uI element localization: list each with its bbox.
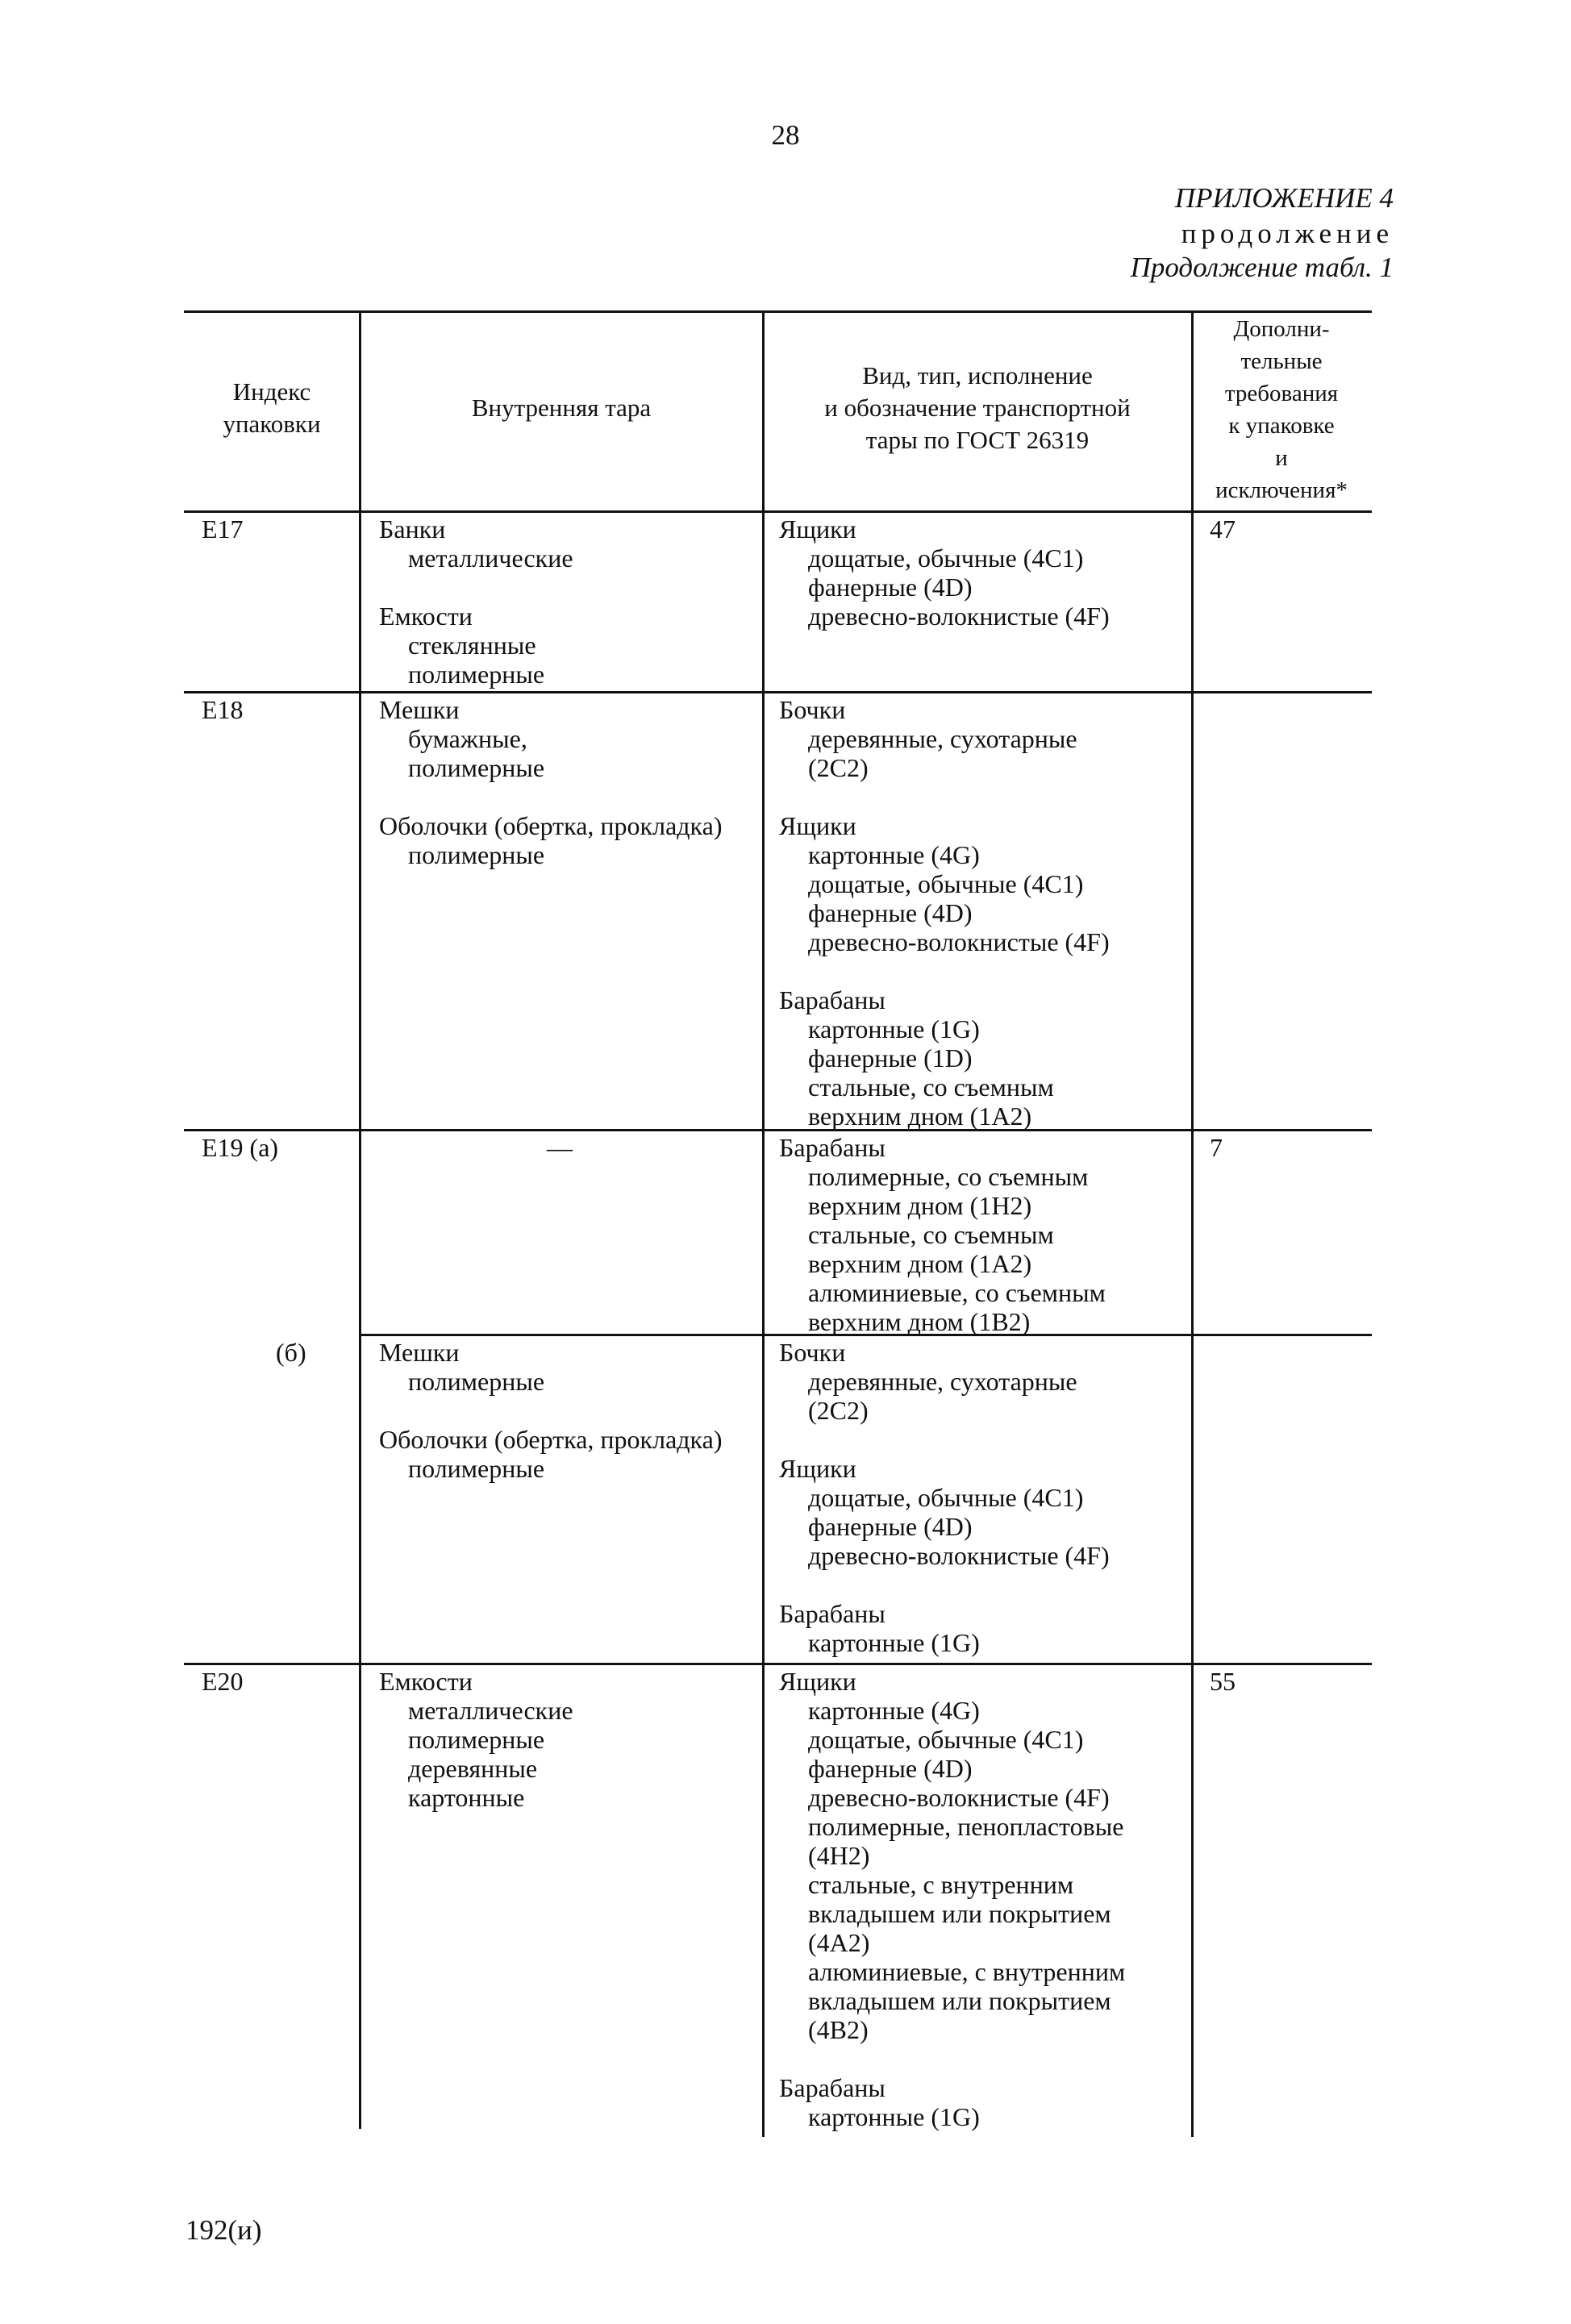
cell-line: металлические [408,544,573,573]
cell-line: Ящики [779,1667,856,1696]
header-bottom-rule [184,510,1372,513]
cell-line: деревянные [408,1754,538,1783]
row-e17-inner [379,514,573,689]
row-e17-extra: 47 [1210,514,1236,544]
row-rule-e18 [184,691,1372,693]
cell-line: Бочки [779,695,846,724]
cell-line: (2C2) [808,753,869,782]
cell-line: Оболочки (обертка, прокладка) [379,811,723,840]
header-index-line: упаковки [223,410,321,438]
cell-line: (2C2) [808,1396,869,1425]
cell-line: стальные, с внутренним [808,1870,1074,1899]
cell-line: деревянные, сухотарные [808,1367,1077,1396]
header-inner [363,392,760,424]
header-extra-line: требования [1224,381,1339,406]
row-e19b-inner [379,1338,722,1483]
header-extra-line: Дополни- [1233,316,1330,342]
cell-line: Бочки [779,1338,846,1367]
cell-line: дощатые, обычные (4C1) [808,869,1084,898]
cell-line: картонные (4G) [808,840,980,869]
cell-line: Мешки [379,1338,460,1367]
header-transport-line: Вид, тип, исполнение [862,361,1093,389]
cell-line: полимерные [408,1454,545,1483]
row-e19a-inner: — [547,1133,573,1162]
cell-line: Барабаны [779,1133,886,1162]
cell-line: полимерные, пенопластовые [808,1812,1124,1841]
cell-line [379,573,573,602]
row-e17-index: E17 [202,514,244,544]
header-transport [766,360,1189,456]
cell-line: стальные, со съемным [808,1220,1054,1249]
row-e17-transport [779,514,1110,631]
cell-line [779,2044,1125,2073]
page-footer-code: 192(и) [185,2214,262,2246]
cell-line: вкладышем или покрытием [808,1899,1111,1928]
cell-line: полимерные [408,1725,545,1754]
cell-line: (4B2) [808,2015,869,2044]
cell-line: дощатые, обычные (4C1) [808,1483,1084,1512]
header-index-line: Индекс [232,377,311,406]
row-rule-e19 [184,1129,1372,1131]
cell-line: древесно-волокнистые (4F) [808,1541,1110,1570]
row-e20-index: E20 [202,1667,244,1696]
header-extra-line: тельные [1240,348,1323,374]
cell-line [779,782,1110,811]
cell-line: бумажные, [408,724,527,753]
cell-line: Емкости [379,1667,473,1696]
cell-line: стеклянные [408,631,536,660]
col-rule-3 [1191,310,1194,2137]
cell-line: верхним дном (1A2) [808,1249,1032,1278]
cell-line: Ящики [779,1454,856,1483]
cell-line: металлические [408,1696,573,1725]
row-e20-transport [779,1667,1125,2131]
cell-line: картонные (4G) [808,1696,980,1725]
cell-line: Оболочки (обертка, прокладка) [379,1425,723,1454]
cell-line: стальные, со съемным [808,1072,1054,1102]
cell-line: картонные (1G) [808,2102,980,2131]
row-e19a-index: E19 (а) [202,1133,279,1162]
cell-line [779,1425,1110,1454]
cell-line: картонные (1G) [808,1628,980,1657]
cell-line: Банки [379,514,446,544]
appendix-continuation: продолжение [1181,218,1394,249]
cell-line: алюминиевые, с внутренним [808,1957,1126,1986]
header-inner-line: Внутренняя тара [471,394,652,422]
cell-line: полимерные [408,840,545,869]
cell-line: полимерные [408,753,545,782]
cell-line: Мешки [379,695,460,724]
row-e18-index: E18 [202,695,244,724]
row-e18-inner [379,695,722,869]
cell-line: фанерные (4D) [808,1512,973,1541]
cell-line: фанерные (1D) [808,1043,973,1072]
cell-line: верхним дном (1B2) [808,1307,1031,1336]
header-transport-line: и обозначение транспортной [824,394,1131,422]
header-index [187,376,356,440]
cell-line: картонные (1G) [808,1014,980,1043]
cell-line: деревянные, сухотарные [808,724,1077,753]
cell-line: Емкости [379,602,473,631]
row-e19b-transport [779,1338,1110,1657]
appendix-title: ПРИЛОЖЕНИЕ 4 [1174,182,1394,214]
cell-line: полимерные [408,1367,545,1396]
cell-line: Барабаны [779,2073,886,2102]
row-e19a-extra: 7 [1210,1133,1223,1162]
cell-line: вкладышем или покрытием [808,1986,1111,2015]
cell-line: Ящики [779,811,856,840]
col-rule-2 [762,310,765,2137]
cell-line: верхним дном (1H2) [808,1191,1032,1220]
cell-line [779,1570,1110,1599]
cell-line [379,782,722,811]
header-extra-line: исключения* [1215,477,1348,503]
page-number: 28 [771,119,800,151]
cell-line: фанерные (4D) [808,1754,973,1783]
row-e19b-index: (б) [276,1338,306,1367]
cell-line: фанерные (4D) [808,573,973,602]
row-e20-extra: 55 [1210,1667,1236,1696]
col-rule-1 [359,310,361,2129]
row-e18-transport [779,695,1110,1131]
row-rule-e20 [184,1663,1372,1665]
cell-line: (4H2) [808,1841,870,1870]
cell-line: алюминиевые, со съемным [808,1278,1106,1307]
cell-line: Барабаны [779,985,886,1014]
cell-line: дощатые, обычные (4C1) [808,544,1084,573]
cell-line: полимерные, со съемным [808,1162,1089,1191]
table-continuation: Продолжение табл. 1 [1130,252,1394,283]
cell-line: (4A2) [808,1928,870,1957]
cell-line: верхним дном (1A2) [808,1102,1032,1131]
header-extra-line: и [1275,445,1288,471]
cell-line: древесно-волокнистые (4F) [808,602,1110,631]
cell-line: древесно-волокнистые (4F) [808,927,1110,956]
header-transport-line: тары по ГОСТ 26319 [865,426,1090,454]
cell-line: фанерные (4D) [808,898,973,927]
header-extra [1194,313,1369,506]
cell-line: Ящики [779,514,856,544]
row-e19a-transport [779,1133,1106,1336]
header-extra-line: к упаковке [1228,413,1335,439]
row-e20-inner [379,1667,573,1812]
cell-line: полимерные [408,660,545,689]
cell-line: картонные [408,1783,525,1812]
cell-line: дощатые, обычные (4C1) [808,1725,1084,1754]
cell-line [379,1396,722,1425]
cell-line: Барабаны [779,1599,886,1628]
cell-line: древесно-волокнистые (4F) [808,1783,1110,1812]
cell-line [779,956,1110,985]
